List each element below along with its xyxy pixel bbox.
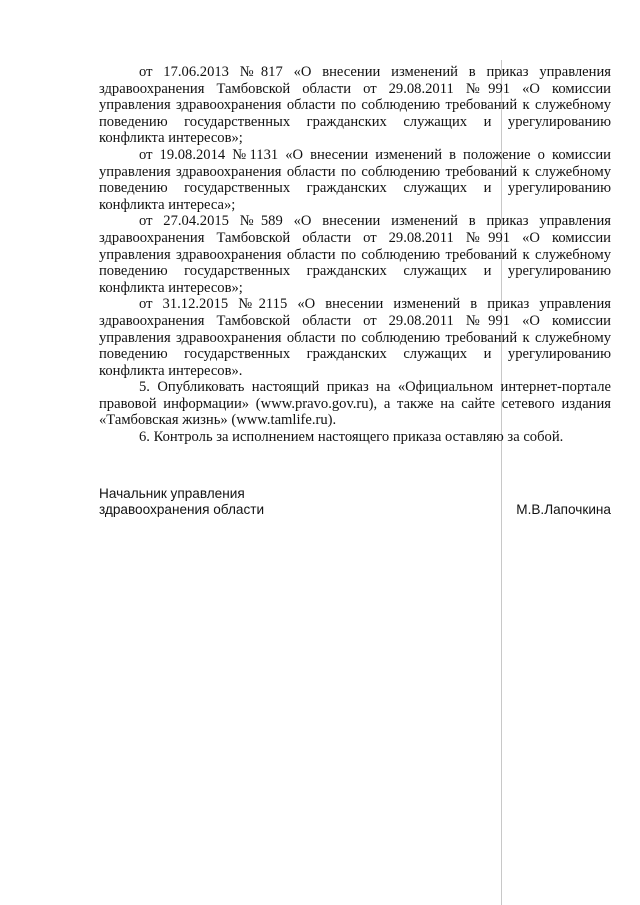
signatory-title (99, 486, 264, 518)
document-body (99, 64, 611, 446)
paragraph-order-2115: от 31.12.2015 №2115 «О внесении изменений в приказ управления здравоохранения Тамбовской области от 29.08.2011 №991 «О комиссии управления здравоохранения области по соблюдению требований к служебному поведению государственных гражданских служащих и урегулированию конфликта интересов». (99, 296, 611, 379)
paragraph-item-5-publish: 5. Опубликовать настоящий приказ на «Официальном интернет-портале правовой информации» (www.pravo.gov.ru), а также на сайте сетевого издания «Тамбовская жизнь» (www.tamlife.ru). (99, 379, 611, 429)
paragraph-order-817: от 17.06.2013 №817 «О внесении изменений в приказ управления здравоохранения Тамбовской области от 29.08.2011 №991 «О комиссии управления здравоохранения области по соблюдению требований к служебному поведению государственных гражданских служащих и урегулированию конфликта интересов»; (99, 64, 611, 147)
paragraph-item-6-control: 6. Контроль за исполнением настоящего приказа оставляю за собой. (139, 429, 564, 446)
signatory-title-line-2: здравоохранения области (99, 502, 265, 517)
signatory-title-line-1: Начальник управления (99, 486, 245, 501)
signatory-name: М.В.Лапочкина (516, 502, 611, 517)
paragraph-order-589: от 27.04.2015 №589 «О внесении изменений в приказ управления здравоохранения Тамбовской области от 29.08.2011 №991 «О комиссии управления здравоохранения области по соблюдению требований к служебному поведению государственных гражданских служащих и урегулированию конфликта интересов»; (99, 213, 611, 296)
paragraph-order-1131: от 19.08.2014 №1131 «О внесении изменений в положение о комиссии управления здравоохранения области по соблюдению требований к служебному поведению государственных гражданских служащих и урегулированию конфликта интереса»; (99, 146, 611, 213)
